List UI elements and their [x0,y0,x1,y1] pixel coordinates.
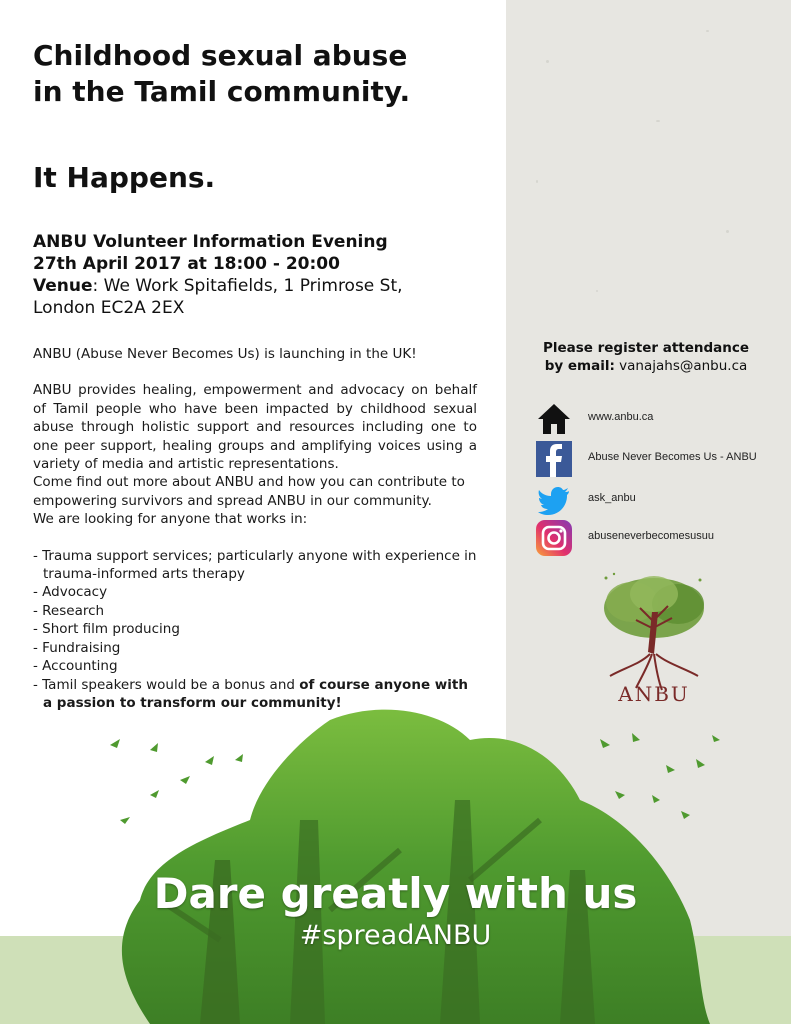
forest-illustration [0,700,791,1024]
last-item-bold: of course anyone with a passion to transform our community! [43,676,468,711]
logo-text: ANBU [618,682,690,706]
list-item: - Advocacy [33,584,108,601]
headline-line-2: in the Tamil community. [33,75,411,108]
roles-list [33,547,477,713]
social-website[interactable] [536,401,776,437]
hashtag: #spreadANBU [299,920,492,951]
home-icon [536,401,572,437]
register-block [536,339,756,375]
register-email-label: by email: [544,358,615,374]
twitter-label: ask_anbu [588,492,636,504]
website-label: www.anbu.ca [588,411,654,423]
anbu-logo [592,572,716,706]
list-item: - Accounting [33,658,118,675]
body-text [33,345,477,712]
cta-text-2: empowering survivors and spread ANBU in our community. [33,492,432,509]
headline-line-1: Childhood sexual abuse [33,39,408,72]
instagram-label: abuseneverbecomesusuu [588,530,714,542]
description-text: ANBU provides healing, empowerment and advocacy on behalf of Tamil people who have been impacted by childhood sexual abuse through holistic support and resources including one to one peer support, healing groups and amplifying voices using a variety of media and artistic representations. [33,382,477,473]
social-instagram[interactable] [536,520,776,556]
instagram-icon [536,520,572,556]
list-item: - Short film producing [33,621,180,638]
register-email[interactable]: vanajahs@anbu.ca [614,358,748,374]
list-item: - Fundraising [33,639,121,656]
event-details [33,231,493,319]
cta-text-1: Come find out more about ANBU and how you can contribute to [33,474,465,491]
event-venue [33,275,493,297]
subhead: It Happens. [33,161,216,194]
list-item: - Trauma support services; particularly anyone with experience in trauma-informed arts therapy [33,547,477,583]
event-title: ANBU Volunteer Information Evening [33,232,388,252]
venue-line-1: : We Work Spitafields, 1 Primrose St, [92,276,403,296]
register-heading: Please register attendance [542,340,750,356]
twitter-icon [536,482,572,518]
venue-line-2: London EC2A 2EX [33,298,185,318]
social-twitter[interactable] [536,482,776,518]
facebook-icon [536,441,572,477]
list-item: - Research [33,602,105,619]
tagline: Dare greatly with us [153,869,638,918]
intro-text: ANBU (Abuse Never Becomes Us) is launching in the UK! [33,346,417,362]
venue-label: Venue [33,276,93,296]
facebook-label: Abuse Never Becomes Us - ANBU [588,451,757,463]
last-item-plain: - Tamil speakers would be a bonus and [33,676,300,693]
social-facebook[interactable] [536,441,776,477]
event-date: 27th April 2017 at 18:00 - 20:00 [33,254,340,274]
cta-text-3: We are looking for anyone that works in: [33,511,308,528]
headline [33,38,493,110]
